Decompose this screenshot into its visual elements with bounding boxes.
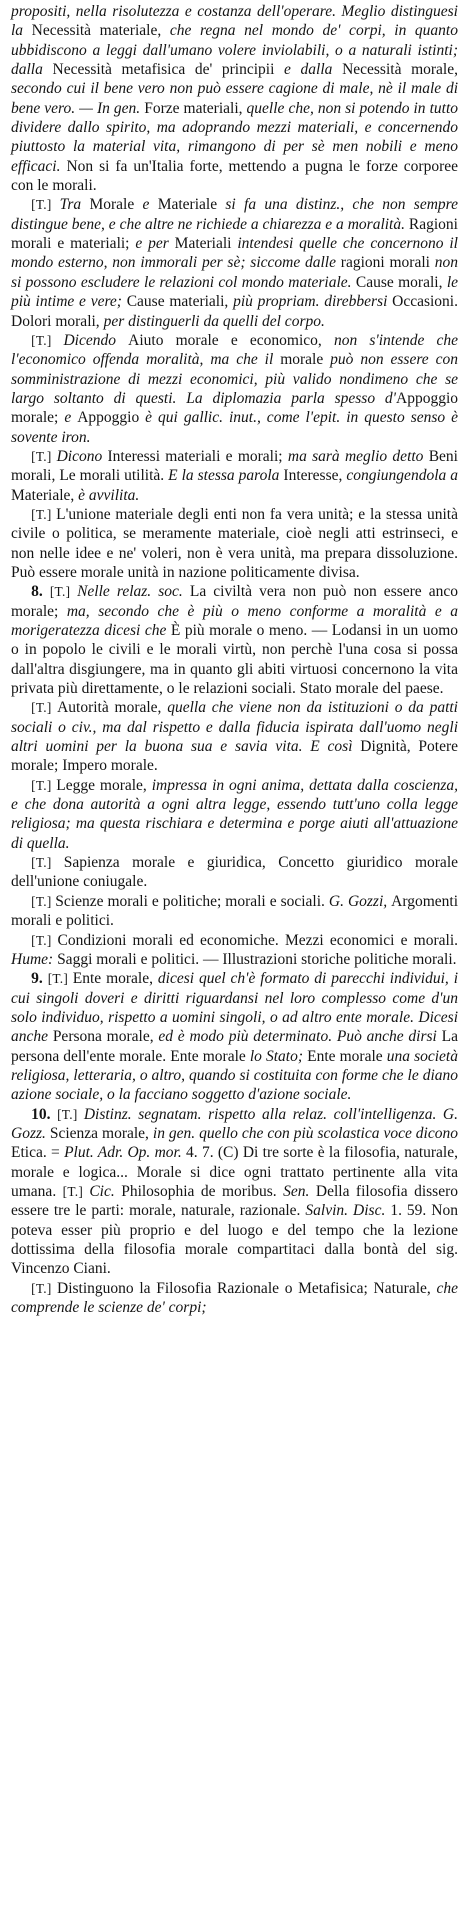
italic-text: dicesi quel ch'è formato di parecchi individui, i cui singoli doveri e diritti riguardansi nel loro complesso come d'un solo individuo, rispetto a uomini singoli, o ad altro ente morale. Dicesi anche bbox=[11, 970, 459, 1046]
roman-text: Non si fa un'Italia forte, mettendo a pugna le forze corporee con le morali. bbox=[11, 157, 458, 195]
editor-tag: [T.] bbox=[31, 777, 57, 793]
italic-text: e dalla bbox=[284, 61, 343, 79]
section-number: 10. bbox=[31, 1105, 58, 1123]
roman-text: Scienze morali e politiche; morali e sociali. bbox=[55, 892, 329, 910]
italic-text: che comprende le scienze de' corpi; bbox=[11, 1279, 458, 1317]
italic-text: ma sarà meglio detto bbox=[287, 447, 429, 465]
italic-text: Plut. Adr. Op. mor. bbox=[64, 1144, 187, 1162]
italic-text: quella che viene non da istituzioni o da patti sociali o civ., ma dal rispetto e dalla fiducia ispirata dall'uomo negli altri uomini per la buona sua e savia vita. E così bbox=[11, 699, 458, 756]
italic-text: Salvin. Disc. bbox=[305, 1202, 391, 1220]
italic-text: che regna nel mondo de' corpi, in quanto ubbidiscono a leggi dall'umano volere inviolabili, o a naturali istinti; dalla bbox=[11, 22, 458, 79]
roman-text: 4. 7. (C) Di tre sorte è la filosofia, naturale, morale e logica... Morale si dice ogni trattato pertinente alla vita umana. bbox=[11, 1144, 458, 1200]
italic-text: E la stessa parola bbox=[168, 467, 284, 485]
editor-tag: [T.] bbox=[31, 332, 64, 348]
roman-text: Interesse, bbox=[283, 467, 347, 485]
editor-tag: [T.] bbox=[31, 855, 64, 871]
italic-text: secondo cui il bene vero non può essere cagione di male, nè il male di bene vero. — In gen. bbox=[11, 80, 458, 117]
editor-tag: [T.] bbox=[31, 197, 60, 213]
roman-text: Appoggio bbox=[77, 409, 146, 427]
roman-text: Necessità materiale, bbox=[31, 22, 170, 40]
italic-text: è avvilita. bbox=[78, 486, 140, 504]
italic-text: intendesi quelle che concernono il mondo esterno, non immorali per sè; siccome dalle bbox=[11, 235, 458, 272]
italic-text: una società religiosa, letteraria, o altro, quando si costituita con forme che le diano azione sociale, o la facciano soggetto d'azione sociale. bbox=[11, 1047, 458, 1104]
italic-text: si fa una distinz., che non sempre distingue bene, e che altre ne richiede a chiarezza e a moralità. bbox=[11, 196, 458, 233]
entry-paragraph bbox=[11, 1105, 458, 1279]
editor-tag: [T.] bbox=[31, 893, 56, 909]
entry-paragraph bbox=[11, 853, 458, 892]
italic-text: lo Stato; bbox=[249, 1047, 308, 1065]
italic-text: è qui gallic. inut., come l'epit. in questo senso è sovente iron. bbox=[11, 409, 458, 446]
roman-text: Interessi materiali e morali; bbox=[107, 447, 288, 465]
roman-text: Ente morale bbox=[307, 1047, 387, 1065]
italic-text: congiungendola a bbox=[346, 467, 458, 485]
italic-text: più propriam. direbbersi bbox=[233, 293, 393, 311]
roman-text: Argomenti morali e politici. bbox=[11, 892, 458, 930]
editor-tag: [T.] bbox=[31, 448, 57, 464]
roman-text: Occasioni. Dolori morali, bbox=[11, 293, 458, 330]
entry-paragraph bbox=[11, 2, 458, 195]
roman-text: Ente morale, bbox=[72, 970, 158, 988]
roman-text: Cause morali, bbox=[355, 273, 447, 291]
italic-text: ed è modo più determinato. Può anche dirsi bbox=[158, 1028, 442, 1046]
editor-tag: [T.] bbox=[31, 700, 58, 716]
roman-text: Etica. = bbox=[11, 1144, 65, 1162]
roman-text: L'unione materiale degli enti non fa vera unità; e la stessa unità civile o politica, se meramente materiale, cioè negli atti estrinseci, e non nelle idee e ne' voleri, non è vera unità, ma prepara dissoluzione. Può essere morale unità in nazione politicamente divisa. bbox=[11, 505, 458, 581]
section-number: 8. bbox=[31, 583, 50, 601]
roman-text: Legge morale, bbox=[56, 776, 152, 794]
roman-text: Condizioni morali ed economiche. Mezzi economici e morali. bbox=[57, 931, 459, 949]
editor-tag: [T.] bbox=[31, 932, 58, 948]
editor-tag: [T.] bbox=[47, 971, 73, 987]
roman-text: È più morale o meno. — Lodansi in un uomo o in popolo le civili e le morali virtù, non perchè l'una cosa si possa dall'altra disgiungere, ma in quanto gli abiti virtuosi concernono la vita privata più direttamente, o le relazioni sociali. Stato morale del paese. bbox=[11, 622, 459, 698]
entry-paragraph bbox=[11, 776, 458, 853]
italic-text: Distinz. segnatam. rispetto alla relaz. coll'intelligenza. G. Gozz. bbox=[11, 1105, 458, 1142]
roman-text: Beni morali, Le morali utilità. bbox=[11, 447, 458, 485]
italic-text: Cic. bbox=[89, 1182, 122, 1200]
entry-paragraph bbox=[11, 331, 458, 447]
entry-paragraph bbox=[11, 698, 458, 775]
italic-text: non si possono escludere le relazioni col mondo materiale. bbox=[11, 254, 458, 291]
entry-paragraph bbox=[11, 195, 458, 330]
roman-text: Necessità metafisica de' principii bbox=[52, 61, 285, 79]
italic-text: per distinguerli da quelli del corpo. bbox=[103, 312, 325, 330]
italic-text: e bbox=[142, 196, 158, 214]
roman-text: morale bbox=[280, 351, 331, 369]
italic-text: impressa in ogni anima, dettata dalla coscienza, e che dona autorità a ogni altra legge, essendo tutt'uno colla legge religiosa; ma questa rischiara e determina e porge aiuti all'attuazione di quella. bbox=[11, 776, 459, 852]
roman-text: Aiuto morale e economico, bbox=[128, 331, 334, 349]
roman-text: Distinguono la Filosofia Razionale o Metafisica; Naturale, bbox=[57, 1279, 437, 1297]
italic-text: Hume: bbox=[11, 950, 58, 968]
roman-text: Cause materiali, bbox=[126, 293, 234, 311]
italic-text: le più intime e vere; bbox=[11, 273, 458, 311]
italic-text: Tra bbox=[59, 196, 90, 214]
italic-text: in gen. quello che con più scolastica voce dicono bbox=[152, 1124, 458, 1142]
italic-text: Dicendo bbox=[63, 331, 129, 349]
section-number: 9. bbox=[31, 970, 48, 988]
entry-paragraph bbox=[11, 447, 458, 505]
italic-text: quelle che, non si potendo in tutto dividere dallo spirito, ma adoprando mezzi materiali, e concernendo piuttosto la material vita, rimangono di per sè men nobili e meno efficaci. bbox=[11, 99, 458, 175]
roman-text: Forze materiali, bbox=[144, 99, 247, 117]
entry-paragraph bbox=[11, 969, 458, 1104]
editor-tag: [T.] bbox=[57, 1106, 84, 1122]
editor-tag: [T.] bbox=[31, 506, 57, 522]
italic-text: ma, secondo che è più o meno conforme a moralità e a morigeratezza dicesi che bbox=[11, 602, 458, 639]
roman-text: Morale bbox=[89, 196, 143, 214]
roman-text: 1. 59. Non poteva esser più proprio e del luogo e del tempo che la lezione dottissima della filosofia morale compartitaci dalla bontà del sig. Vincenzo Ciani. bbox=[11, 1202, 458, 1278]
italic-text: Nelle relaz. soc. bbox=[77, 583, 190, 601]
roman-text: Philosophia de moribus. bbox=[121, 1182, 284, 1200]
roman-text: Necessità morale, bbox=[342, 61, 458, 79]
roman-text: Materiali bbox=[174, 235, 238, 253]
roman-text: Materiale bbox=[157, 196, 226, 214]
italic-text: propositi, nella risolutezza e costanza dell'operare. Meglio distinguesi la bbox=[11, 3, 458, 40]
roman-text: Scienza morale, bbox=[49, 1124, 153, 1142]
editor-tag: [T.] bbox=[62, 1183, 90, 1199]
italic-text: non s'intende che l'economico offenda moralità, ma che il bbox=[11, 331, 459, 369]
roman-text: ragioni morali bbox=[340, 254, 435, 272]
italic-text: può non essere con somministrazione di mezzi economici, più valido nondimeno che se largo soltanto di questi. La diplomazia parla spesso d' bbox=[11, 351, 458, 407]
italic-text: e per bbox=[135, 235, 175, 253]
entry-paragraph bbox=[11, 505, 458, 582]
roman-text: Della filosofia dissero essere tre le parti: morale, naturale, razionale. bbox=[11, 1182, 458, 1220]
roman-text: Autorità morale, bbox=[57, 699, 168, 717]
entry-paragraph bbox=[11, 582, 458, 698]
roman-text: Materiale, bbox=[11, 486, 79, 504]
roman-text: La persona dell'ente morale. Ente morale bbox=[11, 1028, 458, 1065]
entry-paragraph bbox=[11, 931, 458, 970]
entry-paragraph bbox=[11, 1279, 458, 1318]
roman-text: Appoggio morale; bbox=[11, 389, 458, 427]
italic-text: Sen. bbox=[283, 1182, 316, 1200]
roman-text: La civiltà vera non può non essere anco morale; bbox=[11, 583, 459, 620]
italic-text: Dicono bbox=[56, 447, 108, 465]
entry-paragraph bbox=[11, 892, 458, 931]
editor-tag: [T.] bbox=[49, 584, 78, 600]
roman-text: Sapienza morale e giuridica, Concetto giuridico morale dell'unione coniugale. bbox=[11, 854, 459, 891]
italic-text: e bbox=[64, 409, 78, 427]
roman-text: Saggi morali e politici. — Illustrazioni storiche politiche morali. bbox=[57, 950, 457, 968]
editor-tag: [T.] bbox=[31, 1280, 57, 1296]
roman-text: Ragioni morali e materiali; bbox=[11, 215, 458, 253]
italic-text: G. Gozzi, bbox=[328, 892, 392, 910]
roman-text: Persona morale, bbox=[52, 1028, 159, 1046]
roman-text: Dignità, Potere morale; Impero morale. bbox=[11, 738, 458, 775]
